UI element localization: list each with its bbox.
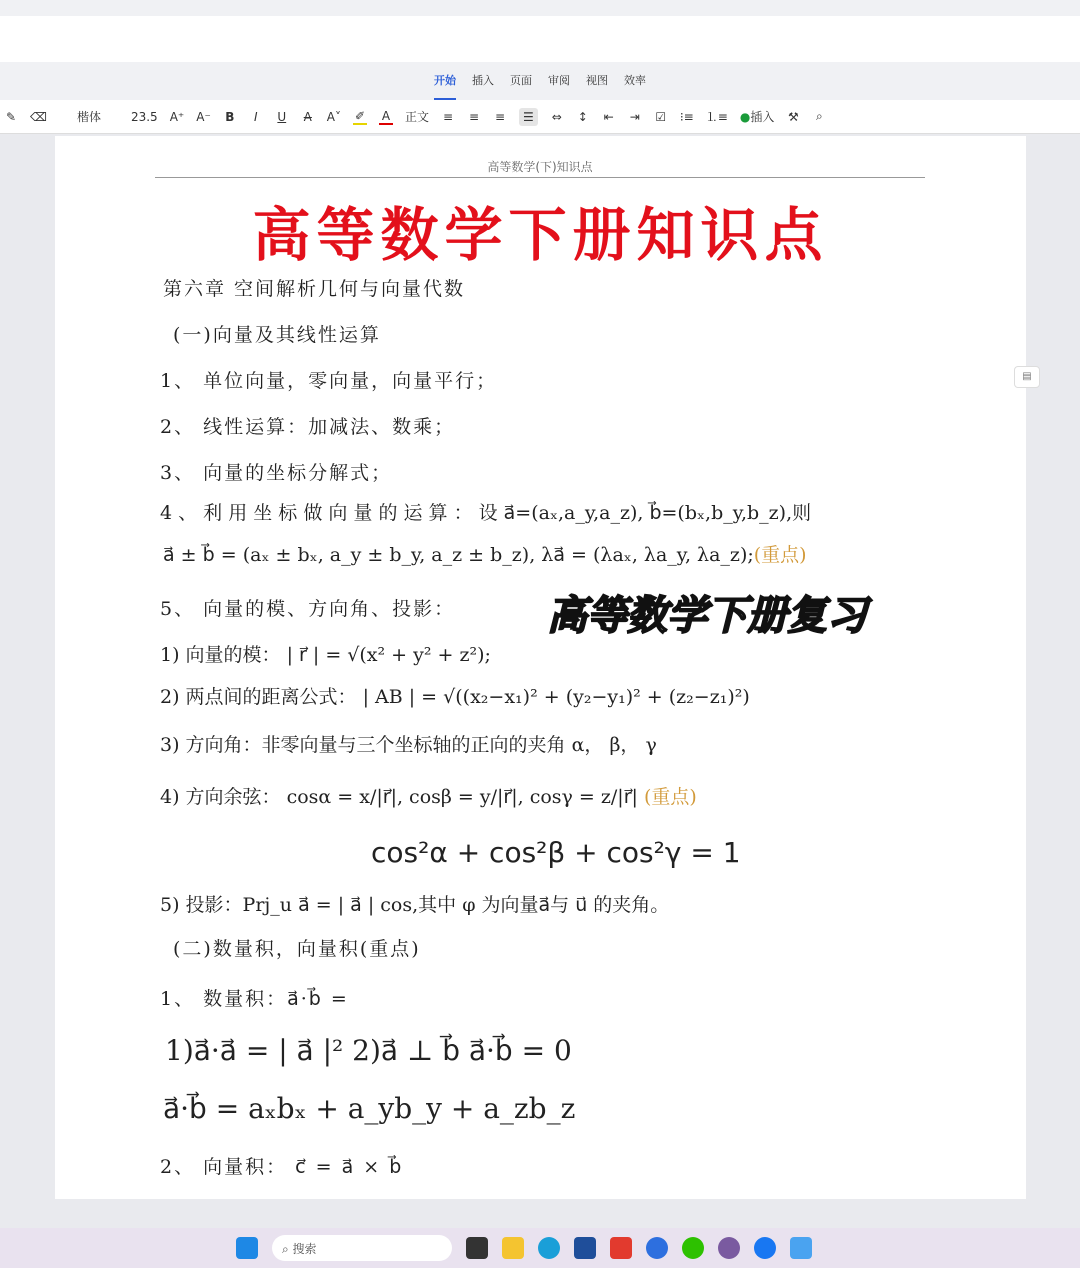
document-title: 高等数学下册知识点 (252, 201, 829, 269)
ribbon-tabs (0, 62, 1080, 100)
list-item: 2) 两点间的距离公式： | AB | = √((x₂−x₁)² + (y₂−y₁)² + (z₂−z₁)²) (160, 686, 750, 708)
distributed-icon[interactable]: ⇔ (551, 109, 562, 124)
formula: cos²α + cos²β + cos²γ = 1 (371, 836, 741, 869)
highlight-icon[interactable]: ✐ (354, 108, 366, 123)
underline-button[interactable]: U (277, 109, 287, 124)
formula: a⃗ ± b⃗ = (aₓ ± bₓ, a_y ± b_y, a_z ± b_z), λa⃗ = (λaₓ, λa_y, λa_z); (163, 544, 754, 566)
numbered-list-icon[interactable]: ⒈≡ (705, 110, 728, 124)
page-header: 高等数学(下)知识点 (155, 158, 925, 178)
insert-button[interactable] (740, 108, 775, 125)
align-center-icon[interactable]: ≡ (468, 109, 480, 124)
tab-efficiency[interactable]: 效率 (624, 74, 646, 87)
checkbox-icon[interactable]: ☑ (655, 109, 667, 124)
search-label: 搜索 (292, 1242, 317, 1256)
list-item: 3) 方向角：非零向量与三个坐标轴的正向的夹角 α， β， γ (160, 734, 657, 756)
formula: a⃗·b⃗ = aₓbₓ + a_yb_y + a_zb_z (163, 1092, 576, 1125)
search-icon: ⌕ (282, 1242, 293, 1256)
justify-icon[interactable]: ☰ (519, 108, 538, 126)
title-bar (0, 0, 1080, 16)
shrink-font-icon[interactable]: A⁻ (196, 109, 211, 124)
list-item: 5、 向量的模、方向角、投影： (160, 598, 456, 620)
comment-icon[interactable]: ▤ (1014, 366, 1040, 388)
task-view-icon[interactable] (466, 1237, 488, 1259)
document-page[interactable] (55, 136, 1026, 1199)
tab-insert[interactable]: 插入 (472, 74, 494, 87)
app-header (0, 16, 1080, 62)
app-icon[interactable] (646, 1237, 668, 1259)
insert-label: 插入 (750, 110, 775, 124)
video-caption-overlay: 高等数学下册复习 (547, 593, 867, 639)
app-icon[interactable] (790, 1237, 812, 1259)
list-item: 1、 数量积：a⃗·b⃗ = (160, 988, 349, 1010)
text-effect-button[interactable]: A˅ (326, 109, 341, 124)
outdent-icon[interactable]: ⇤ (603, 109, 614, 124)
wps-icon[interactable] (610, 1237, 632, 1259)
list-item: 1、 单位向量，零向量，向量平行； (160, 370, 498, 392)
toolbar (0, 100, 1080, 134)
section-heading: (一)向量及其线性运算 (173, 324, 381, 346)
format-painter-icon[interactable]: ✎ (5, 109, 17, 124)
search-icon[interactable]: ⌕ (815, 109, 823, 123)
style-select[interactable]: 正文 (405, 110, 430, 124)
key-point-label: (重点) (643, 786, 697, 808)
windows-start-icon[interactable] (236, 1237, 258, 1259)
grow-font-icon[interactable]: A⁺ (169, 109, 185, 124)
tab-page[interactable]: 页面 (510, 74, 532, 87)
italic-button[interactable]: I (254, 109, 258, 124)
align-left-icon[interactable]: ≡ (442, 109, 454, 124)
wechat-icon[interactable] (682, 1237, 704, 1259)
list-item: 5) 投影：Prj_u a⃗ = | a⃗ | cos,其中 φ 为向量a⃗与 u⃗ 的夹角。 (160, 894, 670, 916)
strikethrough-button[interactable]: A (303, 109, 312, 124)
store-icon[interactable] (574, 1237, 596, 1259)
line-spacing-icon[interactable]: ↕ (577, 109, 588, 124)
font-color-icon[interactable]: A (379, 109, 393, 125)
list-item: 4 、 利 用 坐 标 做 向 量 的 运 算 ： 设 a⃗=(aₓ,a_y,a_z), b⃗=(bₓ,b_y,b_z),则 (160, 502, 812, 524)
bold-button[interactable]: B (225, 109, 235, 124)
list-item: 4) 方向余弦： cosα = x/|r⃗|, cosβ = y/|r⃗|, cosγ = z/|r⃗| (160, 786, 638, 808)
font-select[interactable]: 楷体 (76, 110, 101, 124)
taskbar-search[interactable] (272, 1235, 452, 1261)
list-item: 2、 线性运算：加减法、数乘； (160, 416, 456, 438)
formula: 1)a⃗·a⃗ = | a⃗ |² 2)a⃗ ⊥ b⃗ a⃗·b⃗ = 0 (165, 1034, 572, 1067)
edge-icon[interactable] (538, 1237, 560, 1259)
tools-icon[interactable]: ⚒ (787, 109, 799, 124)
bullet-list-icon[interactable]: ⁝≡ (679, 109, 694, 124)
list-item: 1) 向量的模： | r⃗ | = √(x² + y² + z²); (160, 644, 491, 666)
align-right-icon[interactable]: ≡ (494, 109, 506, 124)
avatar-app-icon[interactable] (718, 1237, 740, 1259)
font-size-select[interactable]: 23.5 (130, 109, 158, 124)
eraser-icon[interactable]: ⌫ (30, 109, 47, 124)
tab-view[interactable]: 视图 (586, 74, 608, 87)
app-icon[interactable] (754, 1237, 776, 1259)
section-heading: (二)数量积，向量积(重点) (173, 938, 421, 960)
list-item: 3、 向量的坐标分解式； (160, 462, 393, 484)
file-explorer-icon[interactable] (502, 1237, 524, 1259)
list-item: 2、 向量积： c⃗ = a⃗ × b⃗ (160, 1156, 404, 1178)
indent-icon[interactable]: ⇥ (629, 109, 640, 124)
plus-icon: ● (739, 110, 751, 124)
taskbar (0, 1228, 1080, 1268)
key-point-label: (重点) (753, 544, 807, 566)
tab-review[interactable]: 审阅 (548, 74, 570, 87)
tab-home[interactable]: 开始 (434, 72, 456, 100)
chapter-heading: 第六章 空间解析几何与向量代数 (163, 278, 466, 300)
